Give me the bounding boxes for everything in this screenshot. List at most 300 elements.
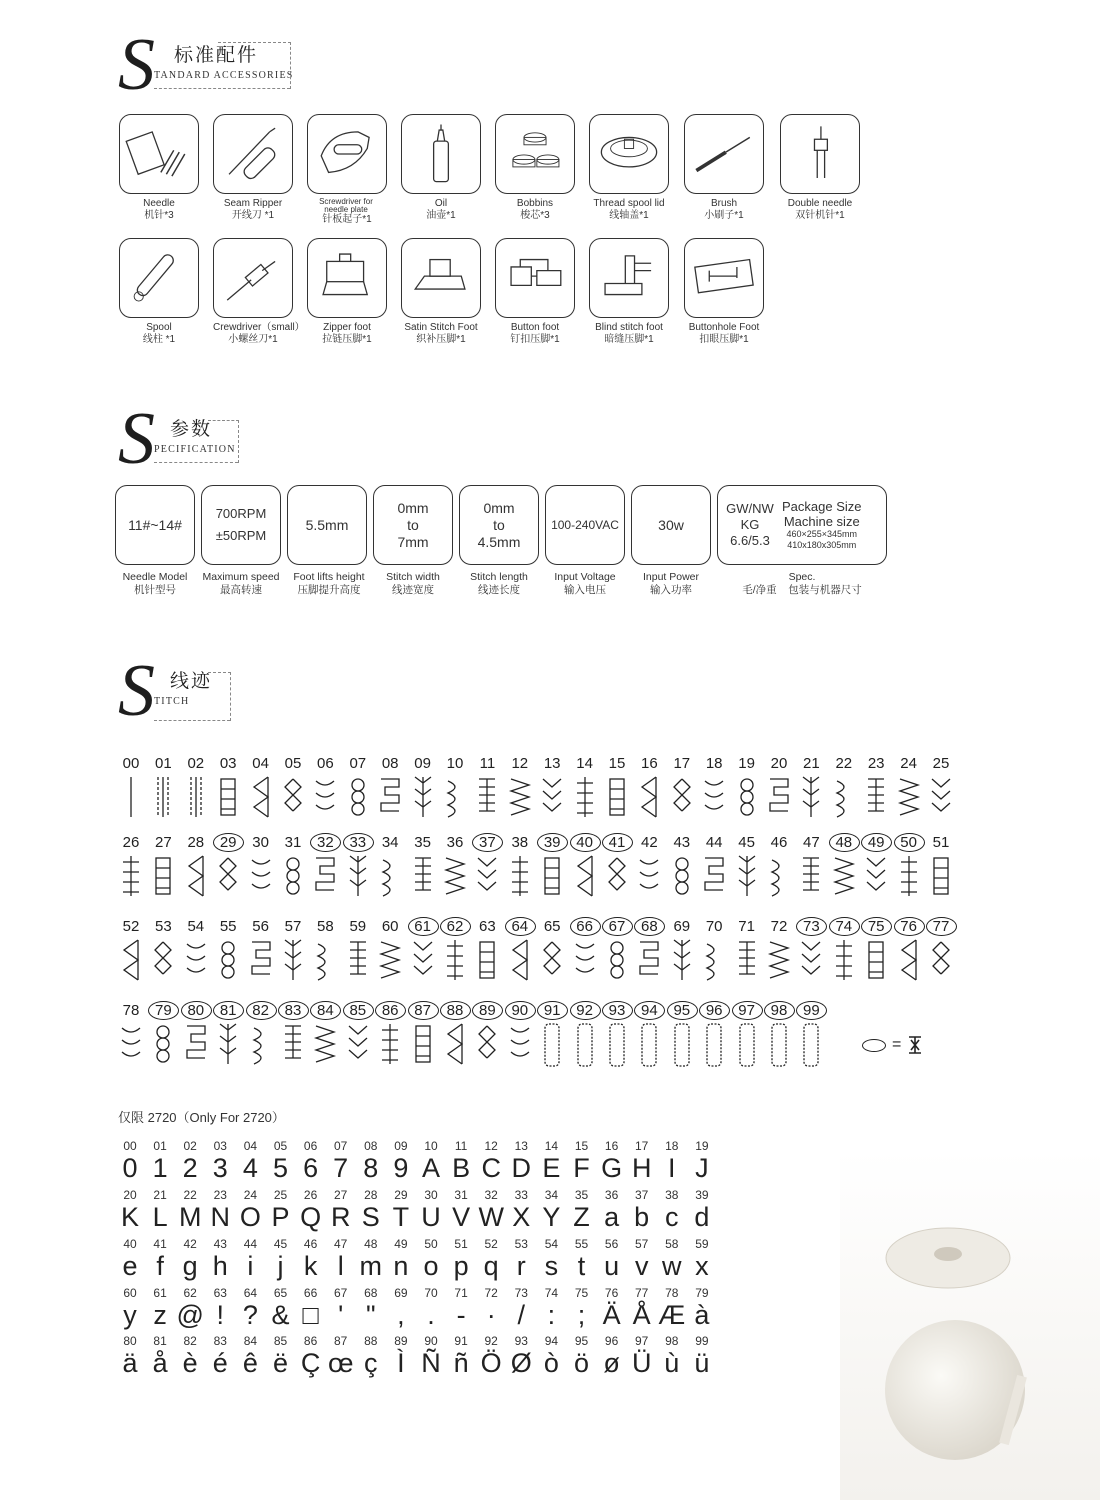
header-frame — [218, 42, 291, 89]
stitch-number: 91 — [537, 1002, 567, 1019]
font-code: 73 — [514, 1286, 528, 1300]
thread-spool-photo — [840, 1150, 1100, 1500]
font-character: I — [668, 1153, 676, 1183]
font-code: 13 — [514, 1139, 528, 1153]
font-code: 43 — [213, 1237, 227, 1251]
spec-needle-label — [115, 571, 195, 597]
font-code: 49 — [394, 1237, 408, 1251]
stitch-pattern-icon — [150, 854, 176, 900]
stitch-pattern-icon — [572, 775, 598, 821]
font-code: 93 — [514, 1334, 528, 1348]
font-character: o — [423, 1251, 439, 1281]
accessory-en: Needle — [143, 198, 175, 209]
font-character: ò — [543, 1348, 559, 1378]
font-character: @ — [176, 1300, 204, 1330]
font-code: 45 — [273, 1237, 288, 1251]
font-character: ! — [216, 1300, 225, 1330]
label-en: Spec. — [788, 571, 816, 583]
stitch-number: 98 — [764, 1002, 794, 1019]
accessory-seam-ripper — [213, 114, 293, 222]
accessory-en: Screwdriver for needle plate — [319, 197, 373, 214]
font-code: 16 — [604, 1139, 619, 1153]
stitch-number: 70 — [705, 918, 723, 935]
font-character: O — [239, 1202, 261, 1232]
accessory-box — [401, 238, 481, 318]
stitch-pattern-icon — [831, 775, 857, 821]
font-character: Ì — [397, 1348, 405, 1378]
stitch-number: 57 — [284, 918, 302, 935]
stitch-number: 03 — [219, 755, 237, 772]
font-character: è — [182, 1348, 198, 1378]
font-character: T — [392, 1202, 410, 1232]
font-code: 00 — [123, 1139, 137, 1153]
font-character: Æ — [658, 1300, 686, 1330]
stitch-number: 27 — [155, 834, 172, 851]
font-code: 25 — [273, 1188, 288, 1202]
stitch-pattern-icon — [474, 1022, 500, 1068]
stitch-pattern-icon — [377, 775, 403, 821]
spec-voltage-value: 100-240VAC — [551, 518, 619, 532]
font-character: A — [421, 1153, 440, 1183]
stitch-pattern-icon — [669, 854, 695, 900]
font-code: 14 — [544, 1139, 559, 1153]
spec-footlift-value: 5.5mm — [305, 517, 349, 533]
stitch-number: 17 — [673, 755, 691, 772]
stitch-pattern-icon — [604, 938, 630, 984]
stitch-number: 30 — [252, 834, 269, 851]
header-cn: 线迹 — [170, 671, 213, 692]
stitch-pattern-icon — [312, 854, 338, 900]
font-character: ? — [242, 1300, 258, 1330]
font-character: d — [694, 1202, 710, 1232]
font-character: Z — [573, 1202, 590, 1232]
stitch-number: 74 — [829, 918, 859, 935]
stitch-pattern-icon — [539, 1022, 565, 1068]
font-code: 92 — [484, 1334, 498, 1348]
stitch-pattern-icon — [345, 938, 371, 984]
stitch-pattern-icon — [183, 938, 209, 984]
font-code: 09 — [394, 1139, 408, 1153]
stitch-number: 58 — [317, 918, 334, 935]
stitch-pattern-icon — [410, 775, 436, 821]
font-character: ä — [122, 1348, 138, 1378]
button-foot-icon — [500, 243, 570, 313]
font-code: 79 — [695, 1286, 709, 1300]
font-code: 48 — [364, 1237, 378, 1251]
satin-foot-icon — [406, 243, 476, 313]
spec-sw-line3: 7mm — [397, 533, 429, 550]
stitch-pattern-icon — [507, 854, 533, 900]
font-code: 19 — [695, 1139, 709, 1153]
spec-stitchlength-label — [459, 571, 539, 597]
accessory-cn: 钉扣压脚*1 — [510, 334, 560, 345]
spec-stitchwidth-label — [373, 571, 453, 597]
font-character: W — [478, 1202, 504, 1232]
font-code: 10 — [424, 1139, 438, 1153]
font-character: j — [277, 1251, 284, 1281]
stitch-pattern-icon — [118, 1022, 144, 1068]
font-code: 28 — [364, 1188, 378, 1202]
header-en: PECIFICATION — [154, 444, 236, 455]
font-character: S — [361, 1202, 380, 1232]
stitch-number: 63 — [479, 918, 496, 935]
font-code: 08 — [364, 1139, 378, 1153]
stitch-number: 19 — [738, 755, 755, 772]
accessory-box — [589, 114, 669, 194]
stitch-number: 62 — [440, 918, 470, 935]
accessory-spool-lid — [589, 114, 669, 222]
font-character: F — [573, 1153, 590, 1183]
stitch-pattern-icon — [507, 775, 533, 821]
stitch-pattern-icon — [215, 1022, 241, 1068]
stitch-pattern-icon — [636, 938, 662, 984]
stitch-pattern-icon — [280, 775, 306, 821]
spec-sl-line1: 0mm — [483, 499, 515, 516]
stitch-pattern-icon — [183, 1022, 209, 1068]
spool-lid-icon — [594, 119, 664, 189]
stitch-pattern-icon — [798, 775, 824, 821]
font-code: 26 — [303, 1188, 318, 1202]
stitch-number: 21 — [803, 755, 820, 772]
spec-stitchlength-box — [459, 485, 539, 565]
stitch-pattern-icon — [636, 775, 662, 821]
stitch-number: 87 — [408, 1002, 438, 1019]
stitch-number: 33 — [343, 834, 373, 851]
stitch-pattern-icon — [863, 775, 889, 821]
font-character: å — [152, 1348, 168, 1378]
spec-footlift-box — [287, 485, 367, 565]
accessory-button-foot — [495, 238, 575, 346]
font-character: k — [303, 1251, 318, 1281]
font-character: Å — [632, 1300, 651, 1330]
accessory-box — [684, 114, 764, 194]
stitch-pattern-icon — [831, 938, 857, 984]
stitch-number: 51 — [932, 834, 950, 851]
font-character: H — [631, 1153, 652, 1183]
font-code: 64 — [243, 1286, 258, 1300]
accessories-header — [118, 24, 298, 106]
header-letter: S — [118, 398, 155, 480]
stitch-pattern-icon — [474, 854, 500, 900]
stitch-number: 68 — [634, 918, 664, 935]
font-code: 41 — [153, 1237, 167, 1251]
font-code: 61 — [153, 1286, 167, 1300]
stitch-number: 67 — [602, 918, 632, 935]
stitch-pattern-icon — [150, 938, 176, 984]
stitch-pattern-icon — [410, 938, 436, 984]
stitch-pattern-icon — [507, 938, 533, 984]
accessory-cn: 梭芯*3 — [520, 210, 550, 221]
oval-icon — [862, 1039, 886, 1052]
accessory-buttonhole-foot — [684, 238, 764, 346]
font-code: 18 — [665, 1139, 679, 1153]
stitch-pattern-icon — [183, 854, 209, 900]
font-character: ø — [603, 1348, 620, 1378]
font-character: C — [481, 1153, 501, 1183]
stitch-number: 38 — [511, 834, 529, 851]
font-code: 02 — [183, 1139, 197, 1153]
bobbins-icon — [500, 119, 570, 189]
label-cn-weight: 毛/净重 — [742, 584, 777, 596]
header-en: TANDARD ACCESSORIES — [154, 70, 294, 81]
font-character: s — [544, 1251, 559, 1281]
spec-weights: 6.6/5.3 — [730, 533, 770, 548]
font-character: r — [516, 1251, 526, 1281]
spec-speed-label — [198, 571, 284, 597]
font-character: ö — [573, 1348, 590, 1378]
stitch-pattern-icon — [604, 775, 630, 821]
stitch-number: 07 — [349, 755, 367, 772]
font-character: ë — [272, 1348, 289, 1378]
font-character: é — [212, 1348, 228, 1378]
font-code: 15 — [574, 1139, 589, 1153]
stitch-number: 88 — [440, 1002, 470, 1019]
font-code: 70 — [424, 1286, 438, 1300]
spec-power-value: 30w — [658, 517, 684, 533]
font-character: ù — [664, 1348, 680, 1378]
font-character: l — [337, 1251, 344, 1281]
font-code: 97 — [635, 1334, 649, 1348]
accessory-en: Spool — [146, 322, 172, 333]
font-code: 87 — [334, 1334, 348, 1348]
label-en: Input Voltage — [554, 571, 616, 583]
font-code: 58 — [665, 1237, 679, 1251]
font-character: Y — [542, 1202, 561, 1232]
font-character: e — [122, 1251, 138, 1281]
font-character: i — [247, 1251, 254, 1281]
font-code: 54 — [544, 1237, 559, 1251]
font-code: 23 — [213, 1188, 227, 1202]
accessory-box — [119, 114, 199, 194]
font-code: 66 — [303, 1286, 318, 1300]
stitch-number: 64 — [505, 918, 535, 935]
stitch-pattern-icon — [701, 1022, 727, 1068]
stitch-number: 34 — [381, 834, 399, 851]
font-character: U — [421, 1202, 441, 1232]
stitch-number: 95 — [667, 1002, 697, 1019]
font-character: D — [511, 1153, 532, 1183]
spec-size-block — [782, 499, 862, 551]
stitch-pattern-icon — [377, 1022, 403, 1068]
spec-kg-label: KG — [740, 517, 760, 532]
stitch-pattern-icon — [604, 1022, 630, 1068]
font-character: p — [453, 1251, 469, 1281]
stitch-pattern-icon — [280, 854, 306, 900]
seam-ripper-icon — [218, 119, 288, 189]
label-cn: 线迹宽度 — [392, 584, 434, 596]
small-screwdriver-icon — [218, 243, 288, 313]
font-character: J — [695, 1153, 709, 1183]
stitch-pattern-icon — [280, 1022, 306, 1068]
stitch-number: 93 — [602, 1002, 632, 1019]
accessory-en: Seam Ripper — [223, 198, 283, 209]
font-character: Ñ — [421, 1348, 441, 1378]
font-code: 71 — [454, 1286, 468, 1300]
font-code: 57 — [635, 1237, 649, 1251]
font-code: 88 — [364, 1334, 378, 1348]
stitch-number: 41 — [602, 834, 632, 851]
font-character: 5 — [272, 1153, 289, 1183]
font-character: M — [178, 1202, 202, 1232]
accessory-cn: 线柱 *1 — [142, 334, 176, 345]
font-character: □ — [302, 1300, 319, 1330]
font-code: 40 — [123, 1237, 137, 1251]
accessory-en: Buttonhole Foot — [688, 322, 760, 333]
stitch-pattern-icon — [831, 854, 857, 900]
accessory-en: Oil — [434, 198, 448, 209]
spec-needle-box — [115, 485, 195, 565]
font-code: 51 — [454, 1237, 468, 1251]
stitch-pattern-icon — [734, 1022, 760, 1068]
stitch-number: 75 — [861, 918, 891, 935]
font-code: 55 — [574, 1237, 589, 1251]
stitch-pattern-icon — [669, 775, 695, 821]
stitch-pattern-icon — [701, 854, 727, 900]
stitch-number: 00 — [122, 755, 140, 772]
accessory-box — [307, 114, 387, 194]
stitch-number: 11 — [479, 755, 496, 772]
font-character: w — [662, 1251, 682, 1281]
stitch-number: 54 — [187, 918, 205, 935]
needle-pack-icon — [124, 119, 194, 189]
legend-equals: = — [892, 1036, 902, 1053]
label-en: Stitch length — [470, 571, 528, 583]
stitch-pattern-icon — [118, 775, 144, 821]
stitch-number: 66 — [570, 918, 600, 935]
stitch-pattern-icon — [248, 1022, 274, 1068]
font-code: 24 — [243, 1188, 258, 1202]
font-code: 96 — [604, 1334, 619, 1348]
stitch-pattern-icon — [442, 854, 468, 900]
stitch-number: 22 — [835, 755, 853, 772]
stitch-number: 78 — [122, 1002, 140, 1019]
font-character: Ä — [602, 1300, 621, 1330]
font-character: ç — [364, 1348, 378, 1378]
label-cn: 输入电压 — [564, 584, 606, 596]
font-code: 69 — [394, 1286, 408, 1300]
stitch-pattern-icon — [215, 854, 241, 900]
plate-screwdriver-icon — [312, 119, 382, 189]
stitch-pattern-icon — [183, 775, 209, 821]
font-code: 90 — [424, 1334, 438, 1348]
accessory-en: Crewdriver（small） — [213, 322, 305, 333]
spec-sl-line2: to — [493, 516, 505, 533]
stitch-number: 01 — [155, 755, 172, 772]
font-character: P — [271, 1202, 290, 1232]
stitch-pattern-icon — [701, 775, 727, 821]
stitch-pattern-icon — [539, 938, 565, 984]
font-code: 27 — [334, 1188, 348, 1202]
accessory-satin-foot — [401, 238, 481, 346]
stitch-pattern-icon — [863, 938, 889, 984]
spec-weight-block — [718, 501, 782, 549]
spec-gw-label: GW/NW — [726, 501, 774, 516]
font-code: 59 — [695, 1237, 709, 1251]
stitch-pattern-icon — [734, 854, 760, 900]
stitch-pattern-icon — [798, 854, 824, 900]
label-cn: 最高转速 — [220, 584, 262, 596]
accessory-cn: 油壶*1 — [426, 210, 456, 221]
accessory-cn: 拉链压脚*1 — [322, 334, 372, 345]
stitch-number: 16 — [641, 755, 658, 772]
buttonhole-legend — [862, 1035, 923, 1055]
header-cn: 参数 — [170, 419, 213, 440]
stitch-number: 31 — [284, 834, 302, 851]
buttonhole-foot-icon — [689, 243, 759, 313]
header-rule — [154, 720, 230, 721]
accessory-cn: 织补压脚*1 — [416, 334, 466, 345]
stitch-number: 39 — [537, 834, 567, 851]
zipper-foot-icon — [312, 243, 382, 313]
font-character: 7 — [333, 1153, 349, 1183]
spec-power-label — [631, 571, 711, 597]
stitch-pattern-icon — [312, 938, 338, 984]
font-code: 74 — [544, 1286, 559, 1300]
spec-machine-dims: 410x180x305mm — [787, 540, 857, 550]
accessory-small-screwdriver — [213, 238, 305, 346]
stitch-number: 99 — [796, 1002, 826, 1019]
font-character: . — [427, 1300, 435, 1330]
font-character: ü — [694, 1348, 710, 1378]
font-character: Ü — [631, 1348, 652, 1378]
font-character: 4 — [242, 1153, 258, 1183]
font-character: : — [547, 1300, 556, 1330]
font-code: 29 — [394, 1188, 408, 1202]
stitch-number: 53 — [155, 918, 172, 935]
stitch-number: 89 — [472, 1002, 502, 1019]
font-code: 36 — [604, 1188, 619, 1202]
font-character: u — [604, 1251, 620, 1281]
font-code: 67 — [334, 1286, 348, 1300]
font-character: z — [153, 1300, 167, 1330]
stitch-pattern-icon — [928, 775, 954, 821]
header-en: TITCH — [154, 696, 190, 707]
stitch-number: 96 — [699, 1002, 729, 1019]
stitch-number: 52 — [122, 918, 140, 935]
stitch-number: 44 — [705, 834, 723, 851]
font-character: v — [634, 1251, 649, 1281]
font-code: 39 — [695, 1188, 709, 1202]
font-code: 17 — [635, 1139, 649, 1153]
stitch-number: 20 — [770, 755, 788, 772]
font-character: y — [123, 1300, 137, 1330]
font-code: 82 — [183, 1334, 197, 1348]
label-en: Maximum speed — [202, 571, 280, 583]
accessory-box — [780, 114, 860, 194]
font-code: 37 — [635, 1188, 649, 1202]
font-character: h — [212, 1251, 228, 1281]
stitch-pattern-icon — [572, 1022, 598, 1068]
header-frame — [208, 672, 231, 721]
font-character: E — [542, 1153, 561, 1183]
stitch-pattern-icon — [636, 1022, 662, 1068]
stitch-number: 97 — [732, 1002, 762, 1019]
only-for-2720: 仅限 2720（Only For 2720） — [118, 1110, 285, 1125]
stitch-pattern-icon — [572, 854, 598, 900]
stitch-pattern-icon — [669, 1022, 695, 1068]
accessory-en: Blind stitch foot — [595, 322, 663, 333]
font-character: & — [271, 1300, 290, 1330]
label-en: Input Power — [642, 571, 700, 583]
stitch-number: 90 — [505, 1002, 535, 1019]
stitch-number: 12 — [511, 755, 529, 772]
header-letter: S — [118, 650, 155, 732]
font-code: 65 — [273, 1286, 288, 1300]
label-cn: 线迹长度 — [478, 584, 520, 596]
font-code: 75 — [574, 1286, 589, 1300]
header-cn: 标准配件 — [174, 45, 259, 66]
stitch-pattern-icon — [928, 938, 954, 984]
